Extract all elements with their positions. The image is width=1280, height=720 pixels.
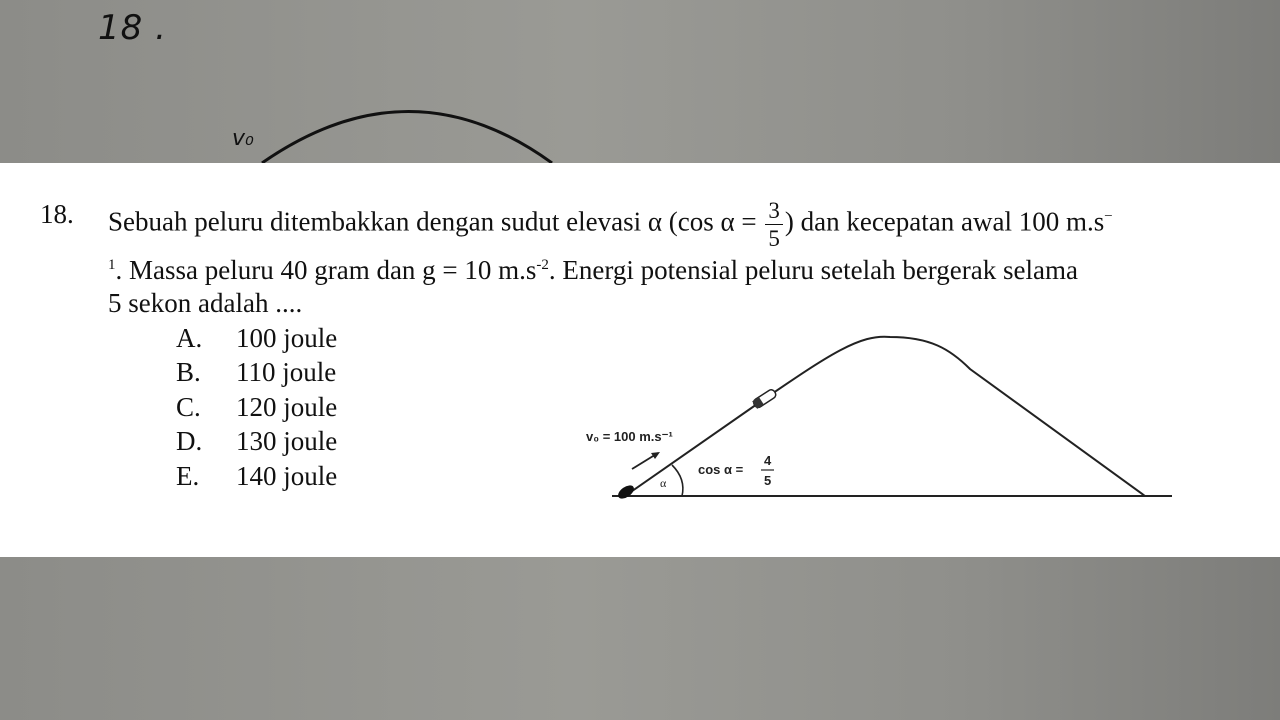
angle-arc xyxy=(672,465,683,496)
question-number: 18. xyxy=(40,199,74,229)
option-a[interactable] xyxy=(176,321,337,356)
cos-alpha-label: cos α = xyxy=(698,462,744,477)
option-c[interactable] xyxy=(176,390,337,425)
cos-fraction xyxy=(765,199,783,250)
handwritten-v0-label: v₀ xyxy=(232,126,254,151)
option-e[interactable] xyxy=(176,459,337,494)
question-line-2 xyxy=(108,255,1078,286)
exponent: -2 xyxy=(536,257,549,273)
option-d[interactable] xyxy=(176,425,337,460)
option-text: 120 joule xyxy=(236,391,338,422)
question-line-1 xyxy=(108,199,1113,250)
bullet-icon xyxy=(752,388,777,409)
option-text: 100 joule xyxy=(236,322,338,353)
handwritten-trajectory-arc xyxy=(0,0,1280,163)
v0-label: v₀ = 100 m.s⁻¹ xyxy=(586,429,673,444)
cos-alpha-denominator: 5 xyxy=(764,473,772,488)
question-text-part: ) dan kecepatan awal 100 m.s xyxy=(784,206,1105,237)
angle-label: α xyxy=(660,476,667,490)
question-line-3: 5 sekon adalah .... xyxy=(108,288,303,318)
exponent: 1 xyxy=(108,257,116,273)
option-letter: C. xyxy=(176,391,201,422)
option-text: 110 joule xyxy=(236,357,337,388)
question-text-part: . Massa peluru 40 gram dan g = 10 m.s xyxy=(115,255,537,285)
handwritten-notes-area xyxy=(0,0,1280,163)
handwritten-question-number: 18 . xyxy=(98,8,167,48)
question-text-part: . Energi potensial peluru setelah bergerak selama xyxy=(548,255,1078,285)
option-letter: E. xyxy=(176,460,200,491)
answer-options xyxy=(176,321,337,494)
option-letter: B. xyxy=(176,357,201,388)
option-text: 140 joule xyxy=(236,460,338,491)
option-text: 130 joule xyxy=(236,426,338,457)
option-letter: A. xyxy=(176,322,203,353)
option-b[interactable] xyxy=(176,356,337,391)
exponent: − xyxy=(1104,208,1113,225)
fraction-denominator: 5 xyxy=(768,226,780,251)
fraction-numerator: 3 xyxy=(765,199,783,225)
cos-alpha-numerator: 4 xyxy=(764,453,772,468)
projectile-diagram xyxy=(580,329,1180,509)
cannon-icon xyxy=(616,483,636,502)
question-text-part: Sebuah peluru ditembakkan dengan sudut elevasi α (cos α = xyxy=(108,206,757,237)
question-paper xyxy=(0,163,1280,557)
option-letter: D. xyxy=(176,426,203,457)
